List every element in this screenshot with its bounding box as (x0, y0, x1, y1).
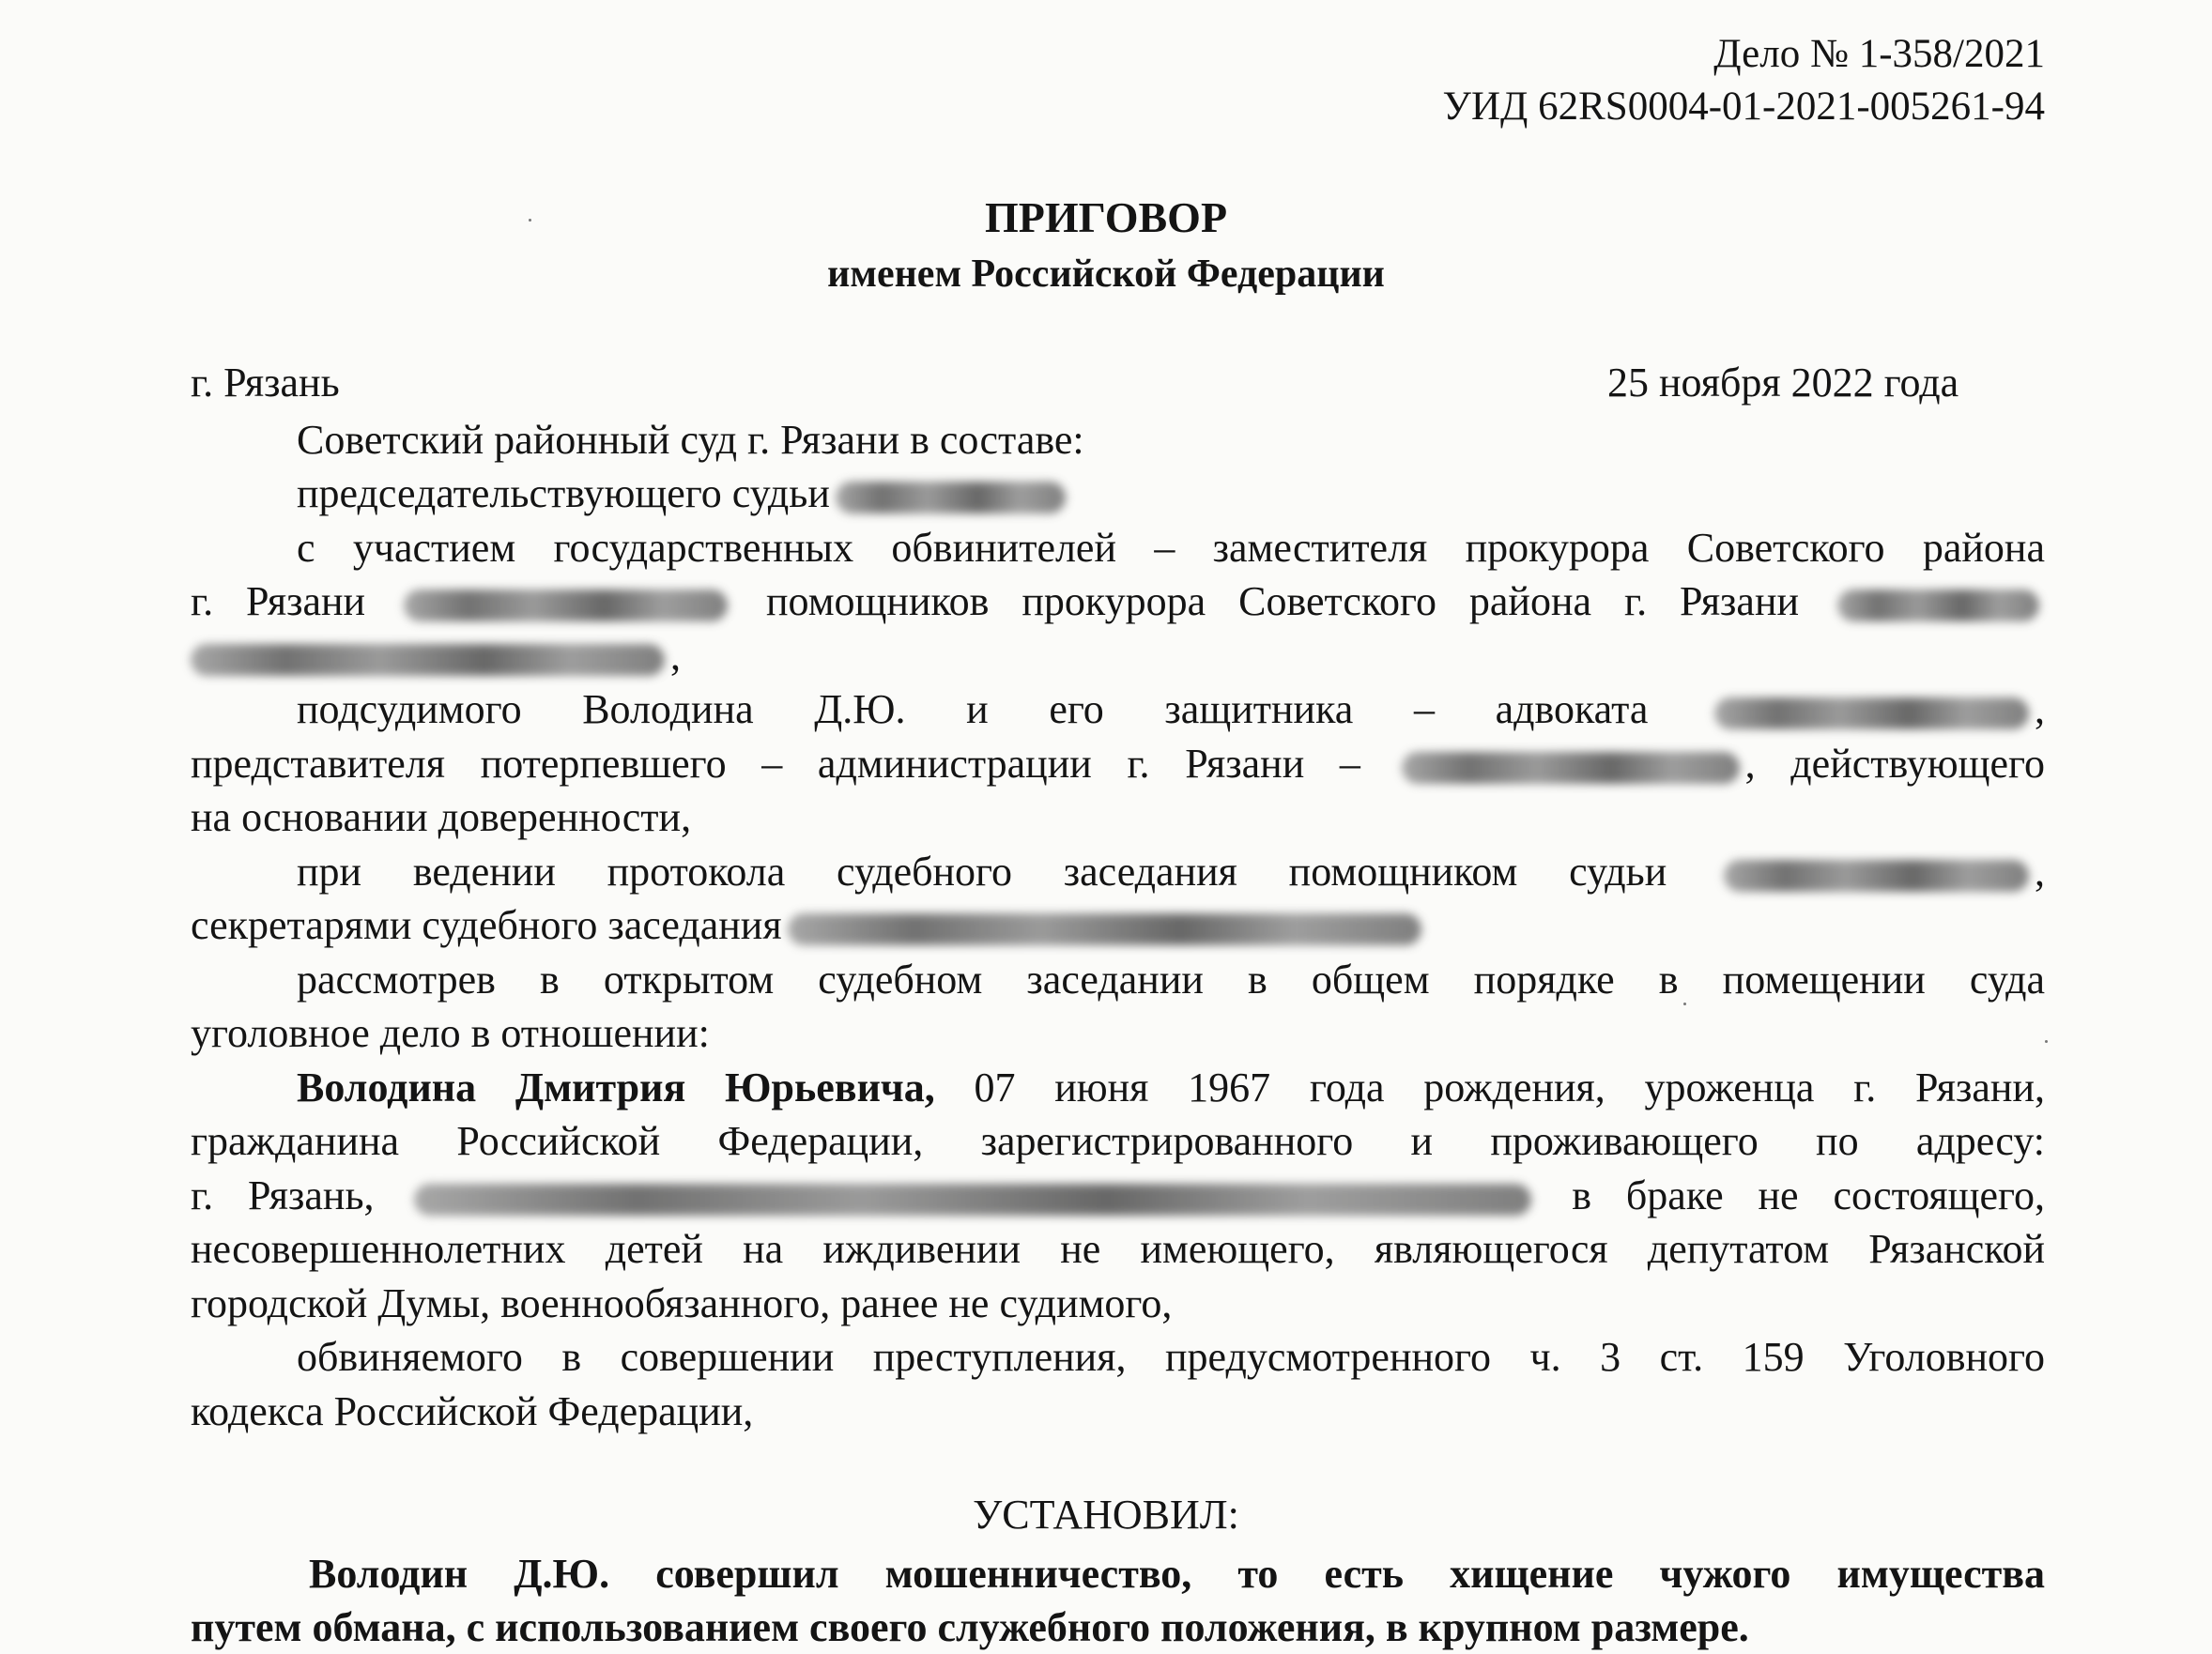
established-heading: УСТАНОВИЛ: (973, 1492, 1239, 1538)
charge-line-2: кодекса Российской Федерации, (191, 1388, 754, 1434)
redacted-judge-name (836, 482, 1066, 513)
redacted-assistant-prosecutor-1 (1837, 590, 2039, 621)
verdict-title: ПРИГОВОР (984, 193, 1228, 241)
date: 25 ноября 2022 года (1607, 360, 1959, 406)
presiding-judge: председательствующего судьи (191, 467, 2045, 520)
power-of-attorney: на основании доверенности, (191, 794, 692, 840)
scan-speck (1683, 1003, 1686, 1005)
defendant-duma: городской Думы, военнообязанного, ранее не судимого, (191, 1280, 1173, 1326)
redacted-secretaries (788, 913, 1421, 945)
established-line-2: путем обмана, с использованием своего служебного положения, в крупном размере. (191, 1604, 1749, 1650)
secretaries: секретарями судебного заседания (191, 898, 2045, 952)
defendant-name: Володина Дмитрия Юрьевича, (297, 1064, 935, 1110)
victim-representative: представителя потерпевшего – администрации г. Рязани – , действующего (191, 741, 2046, 787)
redacted-lawyer-name (1714, 697, 2029, 729)
established-line-1: Володин Д.Ю. совершил мошенничество, то есть хищение чужого имущества (309, 1551, 2045, 1597)
verdict-subtitle: именем Российской Федерации (827, 253, 1385, 296)
prosecutors-line-2: г. Рязани помощников прокурора Советского района г. Рязани (191, 574, 2045, 628)
case-number: Дело № 1-358/2021 (1713, 32, 2045, 76)
scan-speck (2045, 1040, 2048, 1043)
redacted-judge-assistant (1724, 860, 2029, 892)
redacted-assistant-prosecutor-2 (191, 644, 665, 676)
place: г. Рязань (191, 360, 340, 406)
case-uid: УИД 62RS0004-01-2021-005261-94 (1442, 84, 2045, 129)
prosecutors-line-1: с участием государственных обвинителей – заместителя прокурора Советского района (297, 525, 2045, 571)
court-composition: Советский районный суд г. Рязани в составе: (297, 417, 1084, 463)
redacted-victim-representative (1402, 752, 1740, 784)
prosecutors-line-3: , (191, 629, 2045, 682)
considered-line-2: уголовное дело в отношении: (191, 1010, 710, 1056)
defendant-address: г. Рязань, в браке не состоящего, (191, 1172, 2046, 1218)
scan-speck (529, 219, 531, 222)
redacted-deputy-prosecutor (404, 590, 728, 621)
considered-line-1: рассмотрев в открытом судебном заседании в общем порядке в помещении суда (297, 957, 2045, 1003)
protocol-keeper: при ведении протокола судебного заседания помощником судьи , (297, 849, 2045, 895)
defendant-name-line: Володина Дмитрия Юрьевича, 07 июня 1967 года рождения, уроженца г. Рязани, (297, 1064, 2046, 1110)
defendant-and-counsel: подсудимого Володина Д.Ю. и его защитника – адвоката , (297, 686, 2045, 732)
charge-line-1: обвиняемого в совершении преступления, предусмотренного ч. 3 ст. 159 Уголовного (297, 1334, 2045, 1380)
defendant-status: несовершеннолетних детей на иждивении не имеющего, являющегося депутатом Рязанской (191, 1226, 2045, 1272)
redacted-address (414, 1184, 1531, 1216)
defendant-citizenship: гражданина Российской Федерации, зарегистрированного и проживающего по адресу: (191, 1118, 2045, 1164)
